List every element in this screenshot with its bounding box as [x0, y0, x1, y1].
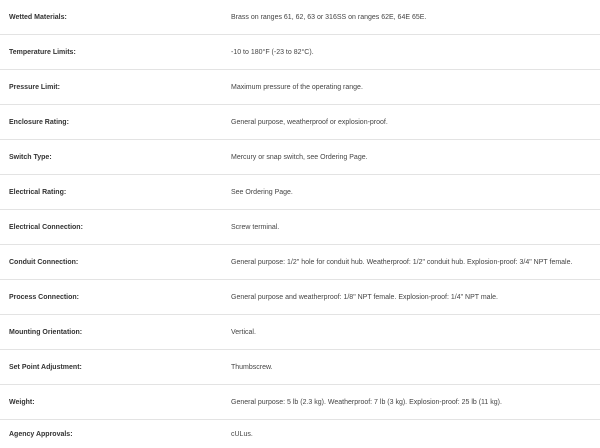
spec-value: Mercury or snap switch, see Ordering Page.: [221, 140, 600, 175]
spec-value: General purpose: 5 lb (2.3 kg). Weatherproof: 7 lb (3 kg). Explosion-proof: 25 lb (11 kg).: [221, 385, 600, 420]
spec-label: Pressure Limit:: [0, 70, 221, 105]
spec-value: General purpose: 1/2" hole for conduit hub. Weatherproof: 1/2" conduit hub. Explosion-proof: 3/4" NPT female.: [221, 245, 600, 280]
spec-row-pressure-limit: [0, 70, 600, 105]
spec-label: Electrical Connection:: [0, 210, 221, 245]
spec-row-conduit-connection: [0, 245, 600, 280]
spec-row-mounting-orientation: [0, 315, 600, 350]
spec-value: Screw terminal.: [221, 210, 600, 245]
spec-label: Conduit Connection:: [0, 245, 221, 280]
spec-row-temperature-limits: [0, 35, 600, 70]
spec-row-electrical-connection: [0, 210, 600, 245]
spec-value: Brass on ranges 61, 62, 63 or 316SS on ranges 62E, 64E 65E.: [221, 0, 600, 35]
spec-row-weight: [0, 385, 600, 420]
spec-row-electrical-rating: [0, 175, 600, 210]
spec-label: Switch Type:: [0, 140, 221, 175]
spec-label: Mounting Orientation:: [0, 315, 221, 350]
spec-label: Set Point Adjustment:: [0, 350, 221, 385]
spec-label: Process Connection:: [0, 280, 221, 315]
spec-value: Thumbscrew.: [221, 350, 600, 385]
spec-value: -10 to 180°F (-23 to 82°C).: [221, 35, 600, 70]
spec-value: General purpose and weatherproof: 1/8" NPT female. Explosion-proof: 1/4" NPT male.: [221, 280, 600, 315]
spec-label: Wetted Materials:: [0, 0, 221, 35]
spec-row-wetted-materials: [0, 0, 600, 35]
spec-label: Weight:: [0, 385, 221, 420]
spec-value: See Ordering Page.: [221, 175, 600, 210]
spec-label: Temperature Limits:: [0, 35, 221, 70]
spec-label: Agency Approvals:: [0, 420, 221, 448]
spec-row-process-connection: [0, 280, 600, 315]
spec-label: Enclosure Rating:: [0, 105, 221, 140]
spec-value: Maximum pressure of the operating range.: [221, 70, 600, 105]
spec-row-set-point-adjustment: [0, 350, 600, 385]
spec-row-enclosure-rating: [0, 105, 600, 140]
spec-value: General purpose, weatherproof or explosion-proof.: [221, 105, 600, 140]
spec-value: Vertical.: [221, 315, 600, 350]
spec-label: Electrical Rating:: [0, 175, 221, 210]
spec-row-switch-type: [0, 140, 600, 175]
spec-value: cULus.: [221, 420, 600, 448]
